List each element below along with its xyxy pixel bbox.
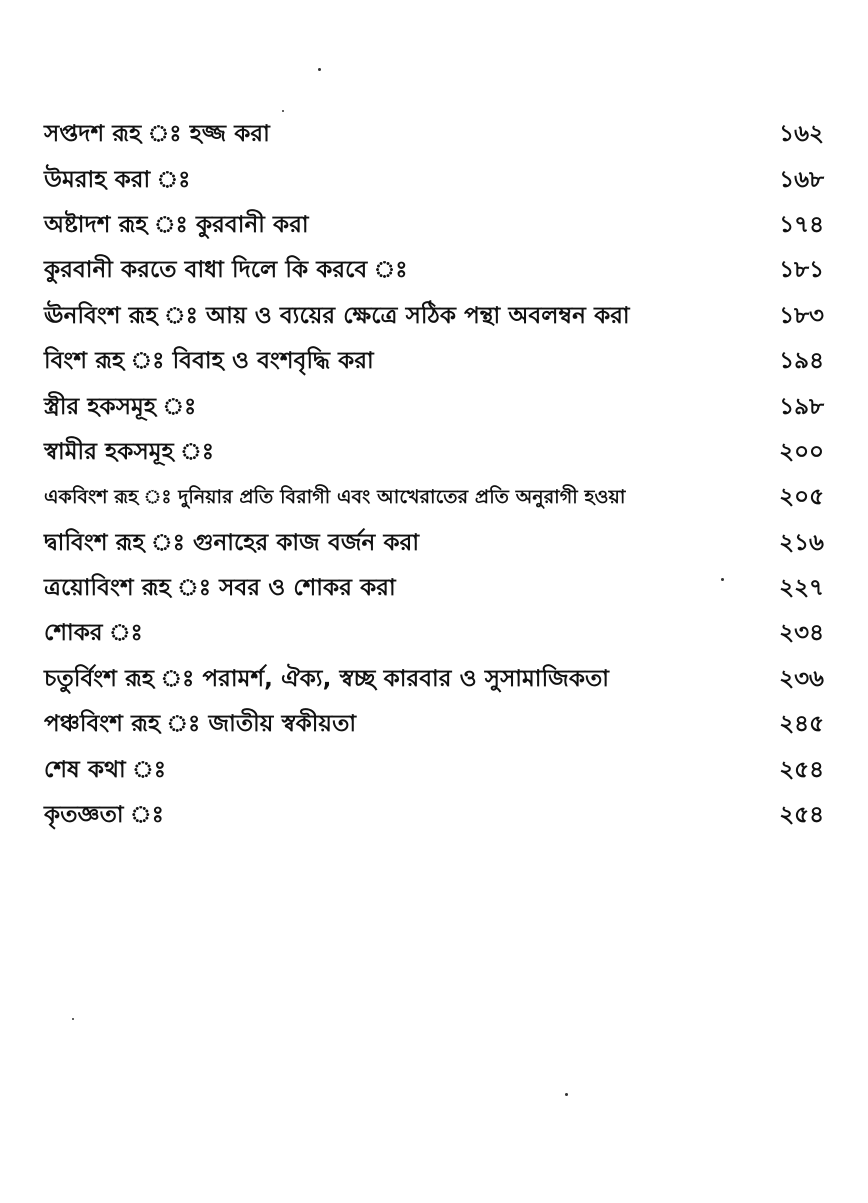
toc-entry-page: ২৩৬ xyxy=(779,665,824,692)
toc-entry xyxy=(44,112,824,157)
toc-entry-title: স্বামীর হকসমূহ ঃ xyxy=(44,438,215,465)
toc-entry-page: ২৩৪ xyxy=(779,620,824,647)
toc-entry xyxy=(44,475,824,520)
toc-entry xyxy=(44,248,824,293)
toc-entry-title: স্ত্রীর হকসমূহ ঃ xyxy=(44,393,197,420)
scan-speck xyxy=(565,1093,568,1096)
toc-entry-title: চতুর্বিংশ রূহ ঃ পরামর্শ, ঐক্য, স্বচ্ছ কারবার ও সুসামাজিকতা xyxy=(44,665,610,692)
toc-entry-title: সপ্তদশ রূহ ঃ হজ্জ করা xyxy=(44,121,270,148)
table-of-contents xyxy=(44,112,824,838)
toc-entry xyxy=(44,430,824,475)
scan-speck xyxy=(282,110,284,112)
toc-entry-title: কৃতজ্ঞতা ঃ xyxy=(44,802,164,829)
toc-entry-title: উমরাহ করা ঃ xyxy=(44,166,191,193)
toc-entry-title: অষ্টাদশ রূহ ঃ কুরবানী করা xyxy=(44,211,309,238)
toc-entry-page: ২৪৫ xyxy=(779,711,824,738)
toc-entry xyxy=(44,702,824,747)
toc-entry xyxy=(44,611,824,656)
scan-speck xyxy=(318,68,321,71)
toc-entry-page: ১৭৪ xyxy=(779,211,824,238)
toc-entry-page: ২৫৪ xyxy=(779,756,824,783)
toc-entry xyxy=(44,521,824,566)
toc-entry-page: ১৬৮ xyxy=(779,166,824,193)
toc-entry-title: বিংশ রূহ ঃ বিবাহ ও বংশবৃদ্ধি করা xyxy=(44,348,374,375)
toc-entry-page: ১৮১ xyxy=(779,257,824,284)
toc-entry xyxy=(44,157,824,202)
toc-entry xyxy=(44,657,824,702)
toc-entry-page: ২০০ xyxy=(779,438,824,465)
toc-entry xyxy=(44,793,824,838)
toc-entry-page: ১৯৪ xyxy=(779,348,824,375)
toc-entry-title: ঊনবিংশ রূহ ঃ আয় ও ব্যয়ের ক্ষেত্রে সঠিক পন্থা অবলম্বন করা xyxy=(44,302,630,329)
toc-entry-page: ২১৬ xyxy=(779,529,824,556)
toc-entry-title: শেষ কথা ঃ xyxy=(44,756,167,783)
toc-entry-page: ২০৫ xyxy=(779,484,824,511)
toc-entry xyxy=(44,203,824,248)
toc-entry xyxy=(44,566,824,611)
toc-entry-title: কুরবানী করতে বাধা দিলে কি করবে ঃ xyxy=(44,257,408,284)
toc-entry-title: শোকর ঃ xyxy=(44,620,143,647)
toc-entry-page: ২৫৪ xyxy=(779,802,824,829)
toc-entry-title: ত্রয়োবিংশ রূহ ঃ সবর ও শোকর করা xyxy=(44,575,396,602)
toc-entry-page: ২২৭ xyxy=(779,575,824,602)
toc-entry-title: দ্বাবিংশ রূহ ঃ গুনাহের কাজ বর্জন করা xyxy=(44,529,420,556)
scan-speck xyxy=(72,1018,74,1020)
toc-entry-page: ১৬২ xyxy=(779,121,824,148)
toc-entry-page: ১৮৩ xyxy=(779,302,824,329)
toc-entry-title: একবিংশ রূহ ঃ দুনিয়ার প্রতি বিরাগী এবং আখেরাতের প্রতি অনুরাগী হওয়া xyxy=(44,486,626,509)
toc-entry xyxy=(44,747,824,792)
toc-entry xyxy=(44,294,824,339)
toc-entry xyxy=(44,384,824,429)
scan-speck xyxy=(721,578,724,581)
toc-entry xyxy=(44,339,824,384)
toc-entry-title: পঞ্চবিংশ রূহ ঃ জাতীয় স্বকীয়তা xyxy=(44,711,357,738)
toc-entry-page: ১৯৮ xyxy=(779,393,824,420)
